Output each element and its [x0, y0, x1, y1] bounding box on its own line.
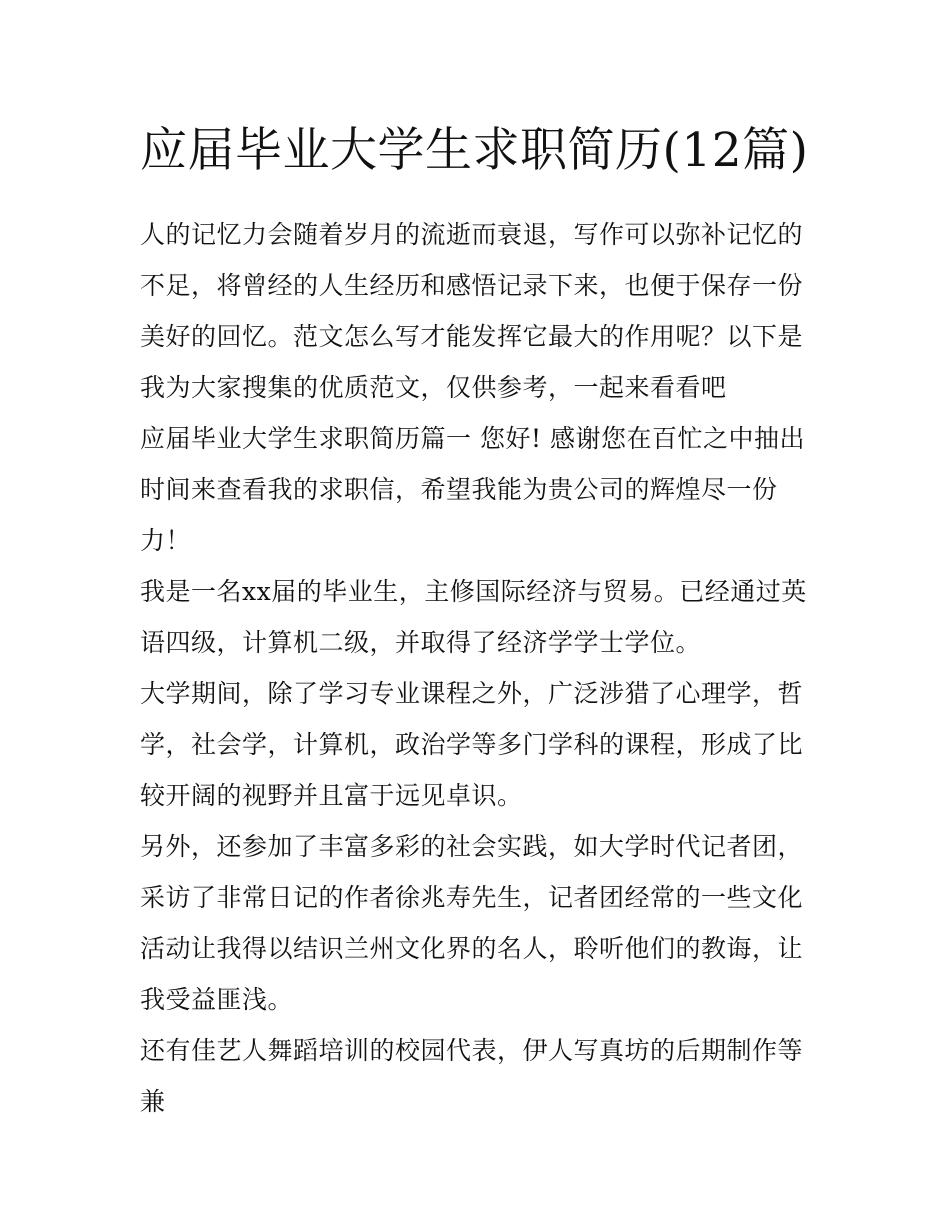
paragraph-activities: 另外，还参加了丰富多彩的社会实践，如大学时代记者团，采访了非常日记的作者徐兆寿先生，记者团经常的一些文化活动让我得以结识兰州文化界的名人，聆听他们的教诲，让我受益匪浅。: [140, 832, 804, 1014]
paragraph-studies: 大学期间，除了学习专业课程之外，广泛涉猎了心理学，哲学，社会学，计算机，政治学等多门学科的课程，形成了比较开阔的视野并且富于远见卓识。: [140, 679, 804, 810]
paragraph-education: 我是一名xx届的毕业生，主修国际经济与贸易。已经通过英语四级，计算机二级，并取得了经济学学士学位。: [140, 577, 807, 657]
paragraph-parttime: 还有佳艺人舞蹈培训的校园代表，伊人写真坊的后期制作等兼: [140, 1036, 804, 1116]
document-page: [140, 112, 816, 1127]
paragraph-intro: 人的记忆力会随着岁月的流逝而衰退，写作可以弥补记忆的不足，将曾经的人生经历和感悟记录下来，也便于保存一份美好的回忆。范文怎么写才能发挥它最大的作用呢？以下是我为大家搜集的优质范文，仅供参考，一起来看看吧: [140, 220, 804, 402]
document-title: 应届毕业大学生求职简历(12篇): [140, 123, 809, 178]
document-body: [140, 209, 816, 1127]
paragraph-greeting: 应届毕业大学生求职简历篇一 您好! 感谢您在百忙之中抽出时间来查看我的求职信，希望我能为贵公司的辉煌尽一份力！: [140, 424, 805, 555]
